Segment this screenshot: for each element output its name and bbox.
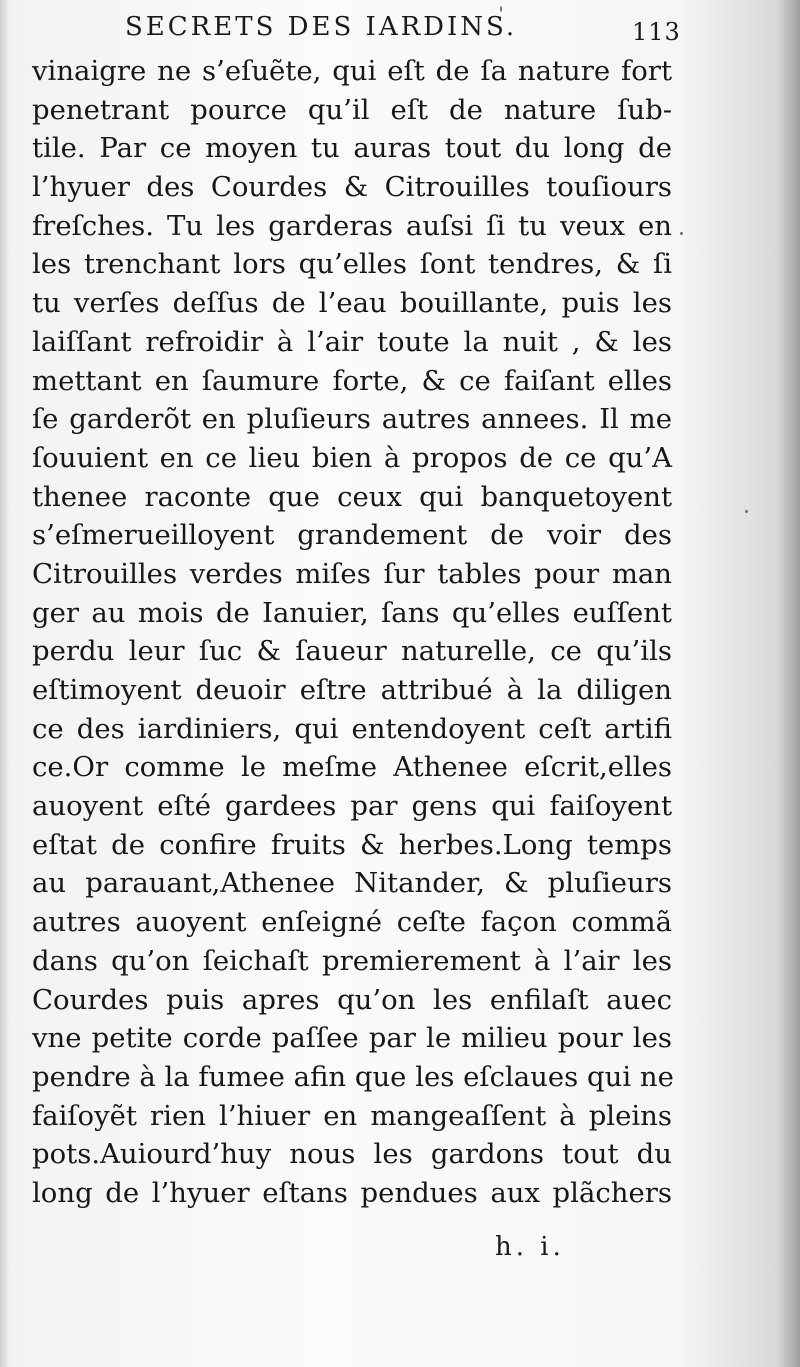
text-line: au parauant,Athenee Nitander, & pluſieurs — [32, 867, 672, 900]
text-line: Citrouilles verdes miſes ſur tables pour man — [32, 557, 672, 590]
signature-mark: h. i. — [495, 1232, 565, 1262]
text-line: long de l’hyuer eſtans pendues aux plãchers — [32, 1176, 672, 1209]
text-line: autres auoyent enſeigné ceſte façon commã — [32, 906, 672, 939]
text-line: s’eſmerueilloyent grandement de voir des — [32, 519, 672, 552]
ink-speck — [745, 510, 748, 513]
ink-speck — [680, 232, 683, 235]
text-line: pendre à la fumee afin que les eſclaues qui ne — [32, 1060, 674, 1093]
text-line: ſouuient en ce lieu bien à propos de ce qu’A — [32, 441, 672, 474]
text-line: tu verſes deſſus de l’eau bouillante, puis les — [32, 287, 672, 320]
text-line: Courdes puis apres qu’on les enfilaſt auec — [32, 983, 672, 1016]
page-number: 113 — [632, 18, 681, 46]
text-line: ſe garderõt en pluſieurs autres annees. Il me — [32, 403, 672, 436]
text-line: eſtimoyent deuoir eſtre attribué à la diligen — [32, 674, 672, 706]
text-line: auoyent eſté gardees par gens qui faiſoyent — [32, 790, 672, 823]
text-line: faiſoyẽt rien l’hiuer en mangeaſſent à pleins — [32, 1099, 672, 1132]
text-line: vne petite corde paſſee par le milieu pour les — [32, 1022, 672, 1055]
text-line: tile. Par ce moyen tu auras tout du long de — [32, 132, 672, 165]
text-line: l’hyuer des Courdes & Citrouilles touſiours — [32, 171, 672, 204]
text-line: dans qu’on ſeichaſt premierement à l’air les — [32, 944, 672, 977]
running-head — [0, 10, 800, 50]
text-line: eſtat de confire fruits & herbes.Long temps — [32, 828, 672, 861]
text-line: mettant en ſaumure forte, & ce faiſant elles — [32, 364, 672, 397]
text-line: penetrant pource qu’il eſt de nature ſub- — [32, 93, 672, 126]
text-line: perdu leur ſuc & ſaueur naturelle, ce qu’ils — [32, 635, 672, 668]
text-line: ger au mois de Ianuier, ſans qu’elles euſſent — [32, 596, 672, 629]
body-text — [32, 52, 672, 1213]
ink-speck — [500, 6, 502, 12]
text-line: les trenchant lors qu’elles ſont tendres, & ſi — [32, 248, 672, 281]
text-line: ce des iardiniers, qui entendoyent ceſt artifi — [32, 712, 672, 745]
text-line: vinaigre ne s’eſuẽte, qui eſt de ſa nature fort — [32, 55, 672, 87]
text-line: pots.Auiourd’huy nous les gardons tout du — [32, 1138, 672, 1171]
text-line: ce.Or comme le meſme Athenee eſcrit,elles — [32, 751, 672, 784]
text-line: laiſſant refroidir à l’air toute la nuit , & les — [32, 325, 672, 358]
text-line: thenee raconte que ceux qui banquetoyent — [32, 480, 672, 513]
text-line: freſches. Tu les garderas auſsi ſi tu veux en — [32, 209, 672, 242]
running-title: SECRETS DES IARDINS. — [125, 12, 518, 42]
